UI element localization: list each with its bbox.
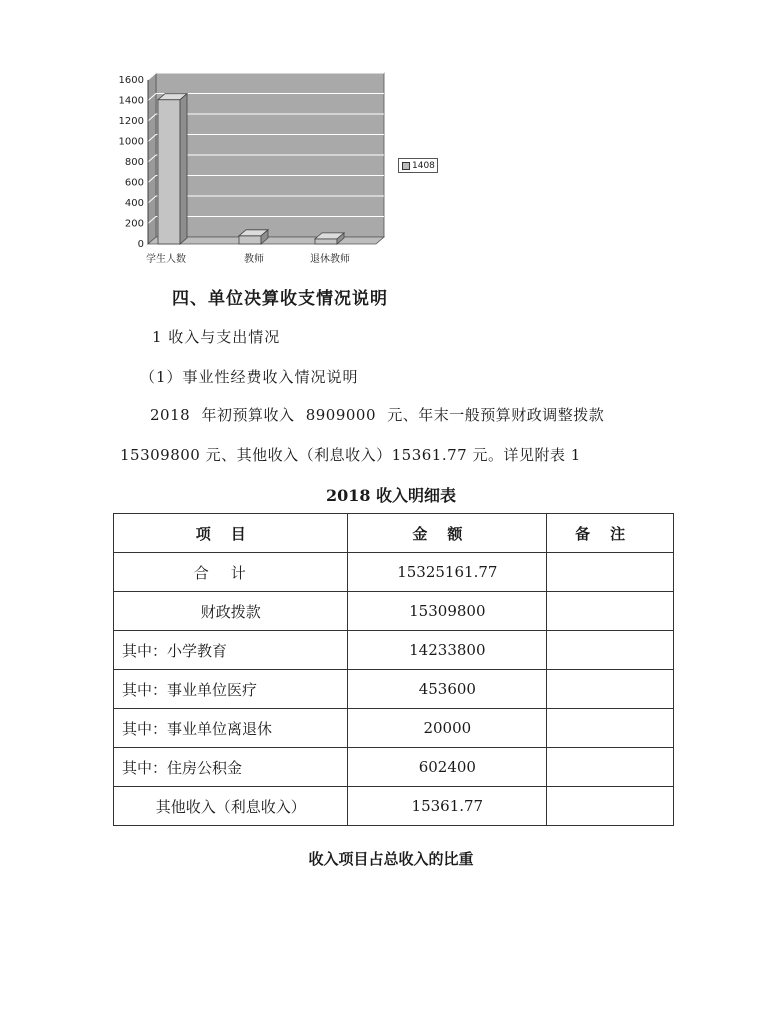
table-row: [114, 553, 674, 592]
chart-bar: [239, 230, 268, 244]
table-row: [114, 670, 674, 709]
header-item: 项目: [114, 514, 348, 553]
row-item: 其中：事业单位离退休: [114, 709, 348, 748]
row-amount: 15325161.77: [348, 553, 547, 592]
table-row: [114, 748, 674, 787]
chart-legend: [398, 158, 438, 173]
bar-front: [315, 239, 337, 244]
bar-side: [180, 94, 187, 244]
y-tick-label: 800: [124, 157, 144, 168]
row-amount: 453600: [348, 670, 547, 709]
row-item: 其中：住房公积金: [114, 748, 348, 787]
row-amount: 20000: [348, 709, 547, 748]
bar-chart: [108, 64, 408, 269]
paragraph-line-1: 2018 年初预算收入 8909000 元、年末一般预算财政调整拨款: [150, 406, 605, 424]
x-category-label: 学生人数: [146, 254, 186, 265]
table-row: [114, 592, 674, 631]
section-heading: 四、单位决算收支情况说明: [172, 289, 388, 309]
row-note: [547, 670, 674, 709]
row-note: [547, 631, 674, 670]
row-note: [547, 592, 674, 631]
income-detail-table: [113, 513, 674, 826]
row-amount: 14233800: [348, 631, 547, 670]
x-category-label: 教师: [244, 254, 264, 265]
table-row: [114, 709, 674, 748]
chart-x-axis: [146, 252, 350, 265]
chart-y-axis: [119, 75, 148, 250]
legend-label: 1408: [412, 160, 435, 171]
row-note: [547, 553, 674, 592]
row-note: [547, 748, 674, 787]
chart-bar: [158, 94, 187, 244]
y-tick-label: 1600: [118, 75, 144, 86]
row-note: [547, 787, 674, 826]
header-note: 备注: [547, 514, 674, 553]
paragraph-line-2: 15309800 元、其他收入（利息收入）15361.77 元。详见附表 1: [120, 446, 581, 464]
row-amount: 15309800: [348, 592, 547, 631]
row-item: 其他收入（利息收入）: [114, 787, 348, 826]
subsection-subtitle: （1）事业性经费收入情况说明: [140, 368, 359, 386]
subsection-title: 1 收入与支出情况: [152, 328, 281, 346]
legend-swatch: [402, 162, 410, 170]
y-tick-label: 1400: [118, 95, 144, 107]
bar-front: [158, 100, 180, 244]
table-header-row: [114, 514, 674, 553]
y-tick-label: 1000: [118, 136, 144, 148]
y-tick-label: 600: [124, 177, 144, 189]
table-title: 2018 收入明细表: [325, 486, 457, 505]
y-tick-label: 400: [124, 198, 144, 209]
x-category-label: 退休教师: [310, 254, 350, 265]
row-note: [547, 709, 674, 748]
header-amount: 金额: [348, 514, 547, 553]
row-amount: 602400: [348, 748, 547, 787]
row-item: 其中：事业单位医疗: [114, 670, 348, 709]
bar-front: [239, 236, 261, 244]
row-item: 其中：小学教育: [114, 631, 348, 670]
chart-caption: 收入项目占总收入的比重: [308, 850, 474, 868]
table-row: [114, 631, 674, 670]
y-tick-label: 200: [124, 218, 144, 230]
row-amount: 15361.77: [348, 787, 547, 826]
y-tick-label: 1200: [118, 116, 144, 127]
table-row: [114, 787, 674, 826]
y-tick-label: 0: [137, 239, 144, 250]
row-item: 合计: [114, 553, 348, 592]
row-item: 财政拨款: [114, 592, 348, 631]
